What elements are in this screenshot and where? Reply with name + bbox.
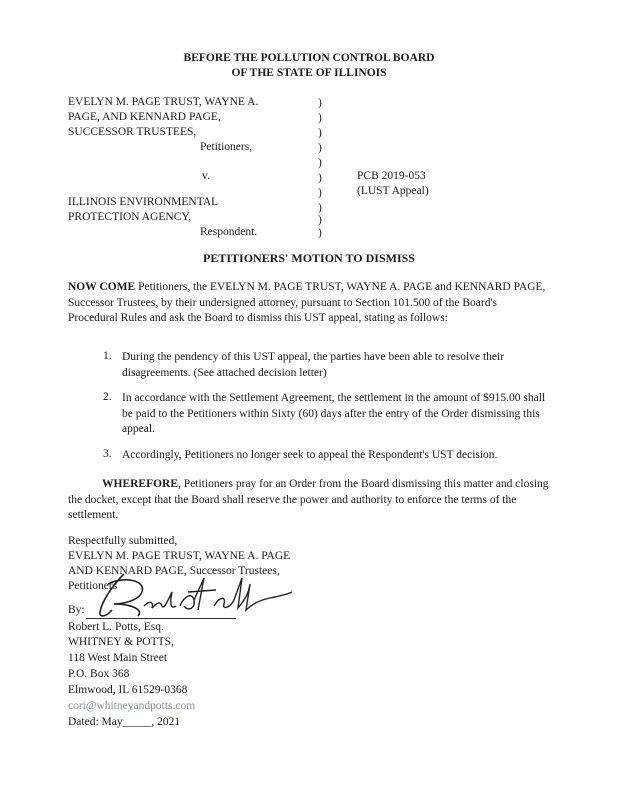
versus-label: v.: [202, 170, 210, 182]
petitioner-line-3: SUCCESSOR TRUSTEES,: [68, 126, 197, 138]
caption-paren: ): [318, 214, 322, 226]
petitioner-line-2: PAGE, AND KENNARD PAGE,: [68, 111, 221, 123]
signatory-line-3: Petitioners: [68, 580, 118, 592]
city-state-zip: Elmwood, IL 61529-0368: [68, 684, 188, 696]
item-number: 1.: [103, 350, 112, 362]
wherefore-text: , Petitioners pray for an Order from the Board dismissing this matter and closing the docket, except that the Board shall reserve the power and authority to enforce the terms of the settlement.: [68, 478, 549, 521]
intro-lead: NOW COME: [68, 281, 136, 293]
intro-text: Petitioners, the EVELYN M. PAGE TRUST, WAYNE A. PAGE and KENNARD PAGE, Successor Trustees, by their undersigned attorney, pursuant to Section 101.500 of the Board's Procedural Rules and ask the Board to dismiss this UST appeal, stating as follows:: [68, 281, 546, 324]
caption-paren: ): [318, 142, 322, 154]
caption-paren: ): [318, 227, 322, 239]
signatory-line-1: EVELYN M. PAGE TRUST, WAYNE A. PAGE: [68, 550, 291, 562]
caption-paren: ): [318, 127, 322, 139]
attorney-name: Robert L. Potts, Esq.: [68, 621, 164, 633]
caption-paren: ): [318, 97, 322, 109]
item-number: 2.: [103, 391, 112, 403]
po-box: P.O. Box 368: [68, 668, 130, 680]
respondent-role: Respondent.: [200, 226, 258, 238]
petitioner-role: Petitioners,: [200, 141, 253, 153]
list-item: During the pendency of this UST appeal, the parties have been able to resolve their disagreements. (See attached decision letter): [122, 351, 505, 379]
caption-paren: ): [318, 187, 322, 199]
wherefore-lead: WHEREFORE: [102, 478, 179, 490]
case-type: (LUST Appeal): [357, 185, 429, 197]
motion-title: PETITIONERS' MOTION TO DISMISS: [203, 251, 415, 265]
caption-paren: ): [318, 172, 322, 184]
respondent-line-1: ILLINOIS ENVIRONMENTAL: [68, 196, 219, 208]
wherefore-paragraph: [68, 477, 550, 524]
case-number: PCB 2019-053: [357, 170, 426, 182]
list-item: Accordingly, Petitioners no longer seek to appeal the Respondent's UST decision.: [122, 449, 498, 461]
item-number: 3.: [103, 448, 112, 460]
court-header-line1: BEFORE THE POLLUTION CONTROL BOARD: [183, 52, 435, 64]
caption-paren: ): [318, 202, 322, 214]
firm-name: WHITNEY & POTTS,: [68, 636, 174, 648]
email-link[interactable]: cori@whitneyandpotts.com: [68, 700, 196, 712]
by-label: By:: [68, 604, 85, 616]
petitioner-line-1: EVELYN M. PAGE TRUST, WAYNE A.: [68, 96, 259, 108]
closing: Respectfully submitted,: [68, 535, 178, 547]
street-address: 118 West Main Street: [68, 652, 168, 664]
court-header-line2: OF THE STATE OF ILLINOIS: [231, 67, 387, 79]
caption-paren: ): [318, 157, 322, 169]
dated-line: Dated: May_____, 2021: [68, 716, 181, 728]
signature-line: [86, 618, 236, 619]
intro-paragraph: [68, 280, 546, 327]
respondent-line-2: PROTECTION AGENCY,: [68, 211, 192, 223]
handwritten-signature: [84, 570, 294, 622]
list-item: In accordance with the Settlement Agreement, the settlement in the amount of $915.00 shall be paid to the Petitioners within Sixty (60) days after the entry of the Order dismissing this appeal.: [122, 392, 546, 435]
caption-paren: ): [318, 112, 322, 124]
signatory-line-2: AND KENNARD PAGE, Successor Trustees,: [68, 565, 280, 577]
